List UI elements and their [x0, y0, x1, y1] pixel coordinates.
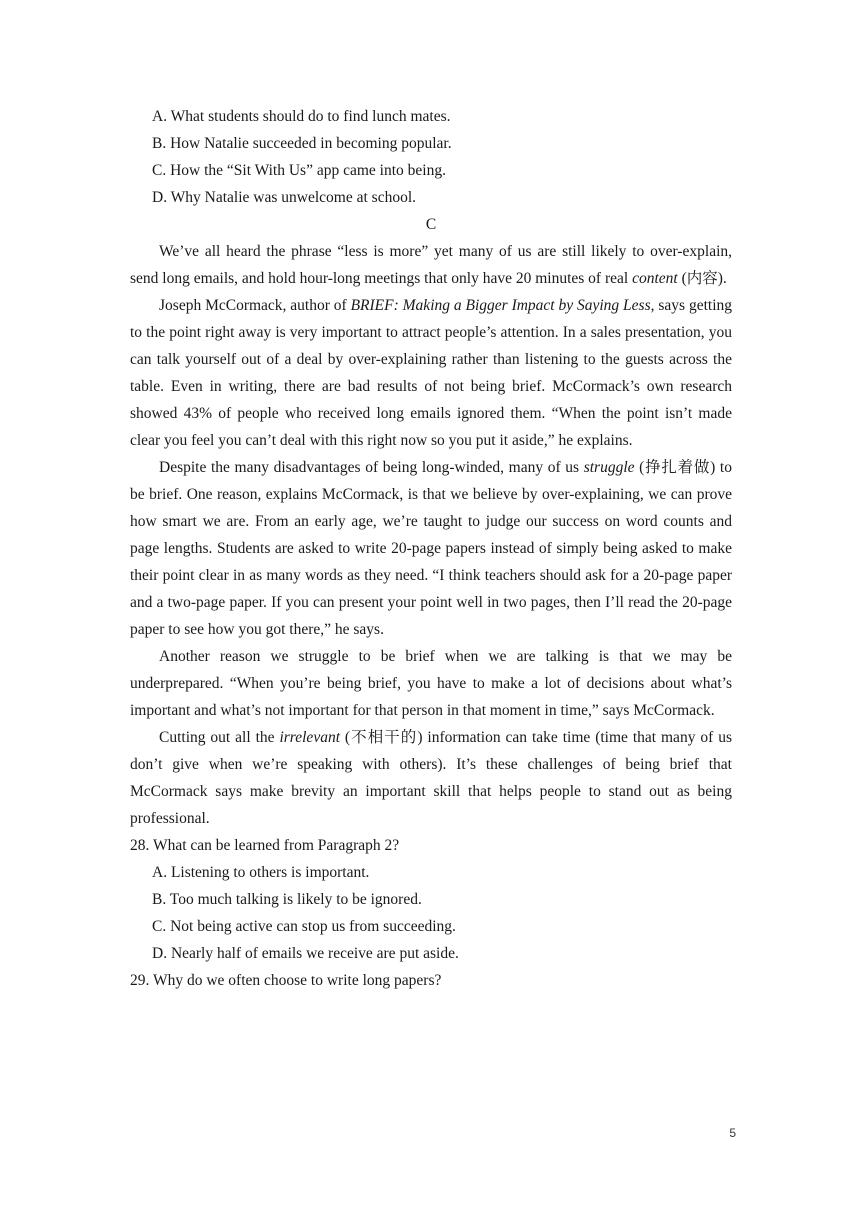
paragraph-5-emphasis: irrelevant [279, 729, 340, 746]
paragraph-1-text-b: (内容). [677, 270, 727, 287]
paragraph-2-text-b: , says getting to the point right away is very important to attract people’s attention. In a sales presentation, you can talk yourself out of a deal by over-explaining rather than listening to the guests across the table. Even in writing, there are bad results of not being brief. McCormack’s own research showed 43% of people who received long emails ignored them. “When the point isn’t made clear you feel you can’t deal with this right now so you put it aside,” he explains. [130, 297, 732, 449]
question-28-option-a: A. Listening to others is important. [152, 864, 370, 881]
question-29-stem: 29. Why do we often choose to write long papers? [130, 972, 442, 989]
paragraph-3 [130, 454, 732, 643]
question-28-option-c: C. Not being active can stop us from succeeding. [152, 918, 456, 935]
option-b: B. How Natalie succeeded in becoming popular. [152, 135, 452, 152]
paragraph-5 [130, 724, 732, 832]
question-28-option-d: D. Nearly half of emails we receive are put aside. [152, 945, 459, 962]
paragraph-4: Another reason we struggle to be brief when we are talking is that we may be underprepared. “When you’re being brief, you have to make a lot of decisions about what’s important and what’s not important for that person in that moment in time,” says McCormack. [130, 648, 732, 719]
paragraph-3-emphasis: struggle [583, 459, 635, 476]
section-heading: C [425, 216, 437, 233]
paragraph-5-text-a: Cutting out all the [159, 729, 280, 746]
question-28-option-b: B. Too much talking is likely to be ignored. [152, 891, 422, 908]
option-a: A. What students should do to find lunch mates. [152, 108, 451, 125]
paragraph-1-emphasis: content [632, 270, 678, 287]
paragraph-3-text-a: Despite the many disadvantages of being long-winded, many of us [159, 459, 584, 476]
option-d: D. Why Natalie was unwelcome at school. [152, 189, 416, 206]
paragraph-5-text-b: (不相干的) information can take time (time that many of us don’t give when we’re speaking with others). It’s these challenges of being brief that McCormack says make brevity an important skill that helps people to stand out as being professional. [130, 729, 732, 827]
paragraph-1-text-a: We’ve all heard the phrase “less is more” yet many of us are still likely to over-explain, send long emails, and hold hour-long meetings that only have 20 minutes of real [130, 243, 732, 287]
paragraph-2-book-title: BRIEF: Making a Bigger Impact by Saying Less [350, 297, 651, 314]
question-28 [130, 832, 732, 967]
document-page [130, 103, 732, 994]
paragraph-3-text-b: (挣扎着做) to be brief. One reason, explains McCormack, is that we believe by over-explaining, we can prove how smart we are. From an early age, we’re taught to judge our success on word counts and page lengths. Students are asked to write 20-page papers instead of simply being asked to make their point clear in as many words as they need. “I think teachers should ask for a 20-page paper and a two-page paper. If you can present your point well in two pages, then I’ll read the 20-page paper to see how you got there,” he says. [130, 459, 732, 638]
question-28-stem: 28. What can be learned from Paragraph 2? [130, 837, 400, 854]
question-29 [130, 967, 732, 994]
previous-question-options [130, 103, 732, 211]
page-number: 5 [729, 1126, 736, 1140]
paragraph-1 [130, 238, 732, 292]
paragraph-2-text-a: Joseph McCormack, author of [159, 297, 351, 314]
option-c: C. How the “Sit With Us” app came into being. [152, 162, 446, 179]
paragraph-2 [130, 292, 732, 454]
